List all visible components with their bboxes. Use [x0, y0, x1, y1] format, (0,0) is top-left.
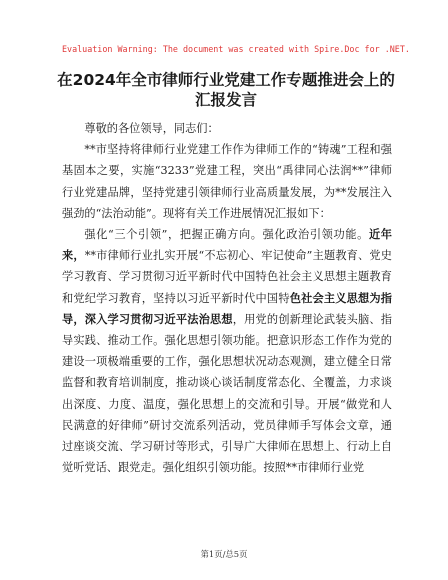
- paragraph-text-continued: ，用党的创新理论武装头脑、指导实践、推动工作。强化思想引领功能。把意识形态工作作为党的建设一项极端重要的工作，强化思想状况动态观测，建立健全日常监督和教育培训制度，推动谈心谈话制度常态化、全覆盖，力求谈出深度、力度、温度，强化思想上的交流和引导。开展“做党和人民满意的好律师”研讨交流系列活动，党员律师手写体会文章，通过座谈交流、学习研讨等形式，引导广大律师在思想上、行动上自觉听党话、跟党走。强化组织引领功能。按照**市律师行业党: [62, 312, 392, 475]
- document-body: [62, 118, 392, 478]
- evaluation-watermark: Evaluation Warning: The document was created with Spire.Doc for .NET.: [62, 44, 410, 54]
- document-title: 在2024年全市律师行业党建工作专题推进会上的汇报发言: [57, 71, 395, 109]
- bold-phrase-guiding-thought: 色社会主义思想为指导，深入学习贯彻习近平法治思想: [62, 290, 392, 326]
- salutation: 尊敬的各位领导，同志们：: [84, 122, 219, 135]
- paragraph-section-one: [62, 224, 392, 478]
- page-footer: 第1页/总5页: [200, 549, 248, 559]
- paragraph-lead: 强化“三个引领”，把握正确方向。强化政治引领功能。: [84, 228, 369, 242]
- paragraph-text: **市律师行业扎实开展“不忘初心、牢记使命”主题教育、党史学习教育、学习贯彻习近平新时代中国特色社会主义思想主题教育和党纪学习教育，坚持以习近平新时代中国特: [62, 249, 392, 305]
- paragraph-intro: **市坚持将律师行业党建工作作为律师工作的“铸魂”工程和强基固本之要，实施“3233”党建工程，突出“禹律同心法润**”律师行业党建品牌，坚持党建引领律师行业高质量发展，为**发展注入强劲的“法治动能”。现将有关工作进展情况汇报如下：: [62, 143, 392, 220]
- bold-phrase-recent-years: 近年来，: [62, 227, 392, 263]
